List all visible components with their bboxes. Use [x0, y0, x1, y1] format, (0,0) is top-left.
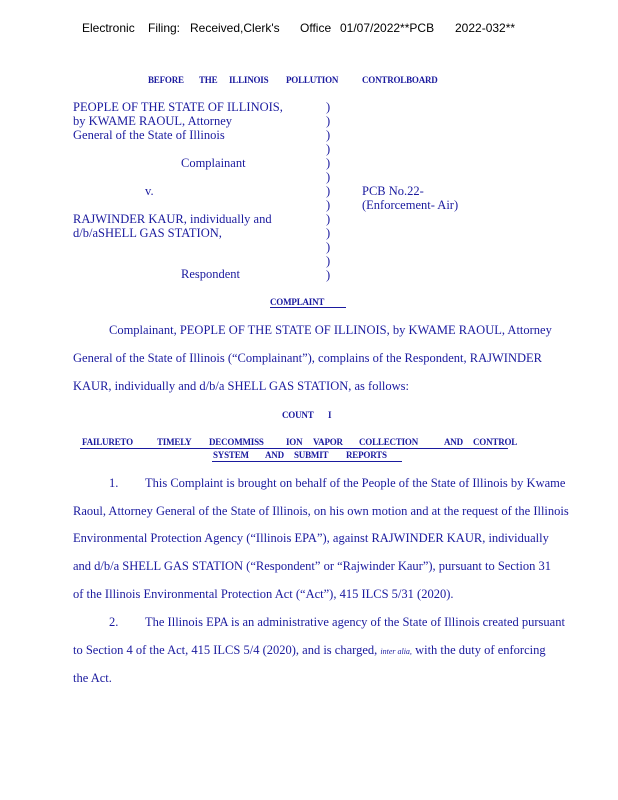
- count-title-word: TIMELY: [157, 437, 192, 447]
- caption-paren: ): [326, 198, 331, 212]
- caption-paren: ): [326, 240, 331, 254]
- caption-paren: ): [326, 226, 331, 240]
- count-title-underline: [80, 448, 508, 449]
- case-type: (Enforcement- Air): [362, 198, 459, 212]
- stamp-word: Filing:: [148, 21, 181, 35]
- count-title-word: REPORTS: [346, 450, 387, 460]
- complaint-title: COMPLAINT: [270, 297, 346, 308]
- stamp-word: Office: [300, 21, 332, 35]
- caption-paren: ): [326, 128, 331, 142]
- count-title-word: VAPOR: [313, 437, 343, 447]
- board-heading-word: THE: [199, 75, 218, 85]
- count-title-word: ION: [286, 437, 303, 447]
- paragraph-number: 2.: [109, 615, 119, 629]
- versus-label: v.: [145, 184, 154, 198]
- paragraph-line: Environmental Protection Agency (“Illinois EPA”), against RAJWINDER KAUR, individually: [73, 531, 549, 545]
- plaintiff-line: by KWAME RAOUL, Attorney: [73, 114, 233, 128]
- caption-paren: ): [326, 184, 331, 198]
- caption-paren: ): [326, 114, 331, 128]
- caption-paren: ): [326, 156, 331, 170]
- count-title-word: AND: [265, 450, 284, 460]
- paragraph-text: with the duty of enforcing: [415, 643, 546, 657]
- count-title-word: COLLECTION: [359, 437, 419, 447]
- paragraph-text: to Section 4 of the Act, 415 ILCS 5/4 (2020), and is charged,: [73, 643, 378, 657]
- respondent-label: Respondent: [181, 267, 241, 281]
- paragraph-line: and d/b/a SHELL GAS STATION (“Respondent” or “Rajwinder Kaur”), pursuant to Section 31: [73, 559, 551, 573]
- count-heading: I: [328, 410, 332, 420]
- paragraph-line: This Complaint is brought on behalf of the People of the State of Illinois by Kwame: [145, 476, 566, 490]
- respondent-line: d/b/aSHELL GAS STATION,: [73, 226, 222, 240]
- count-title-word: CONTROL: [473, 437, 518, 447]
- intro-line: General of the State of Illinois (“Complainant”), complains of the Respondent, RAJWINDER: [73, 351, 542, 365]
- latin-phrase: inter alia,: [380, 647, 412, 656]
- case-number: PCB No.22-: [362, 184, 424, 198]
- count-title-word: DECOMMISS: [209, 437, 264, 447]
- caption-paren: ): [326, 170, 331, 184]
- intro-line: Complainant, PEOPLE OF THE STATE OF ILLINOIS, by KWAME RAOUL, Attorney: [109, 323, 552, 337]
- complainant-label: Complainant: [181, 156, 246, 170]
- respondent-line: RAJWINDER KAUR, individually and: [73, 212, 272, 226]
- caption-paren: ): [326, 212, 331, 226]
- board-heading-word: POLLUTION: [286, 75, 339, 85]
- board-heading-word: ILLINOIS: [229, 75, 269, 85]
- count-heading: COUNT: [282, 410, 314, 420]
- count-title-word: FAILURETO: [82, 437, 133, 447]
- stamp-word: 01/07/2022**PCB: [340, 21, 435, 35]
- paragraph-line: of the Illinois Environmental Protection Act (“Act”), 415 ILCS 5/31 (2020).: [73, 587, 454, 601]
- count-title-underline: [212, 461, 402, 462]
- stamp-word: Electronic: [82, 21, 135, 35]
- caption-paren: ): [326, 100, 331, 114]
- paragraph-line: [73, 643, 546, 658]
- plaintiff-line: General of the State of Illinois: [73, 128, 225, 142]
- count-title-word: AND: [444, 437, 463, 447]
- count-title-word: SUBMIT: [294, 450, 329, 460]
- caption-paren: ): [326, 268, 331, 282]
- paragraph-number: 1.: [109, 476, 119, 490]
- stamp-word: 2022-032**: [455, 21, 516, 35]
- count-title-word: SYSTEM: [213, 450, 249, 460]
- paragraph-line: The Illinois EPA is an administrative agency of the State of Illinois created pursuant: [145, 615, 565, 629]
- paragraph-line: Raoul, Attorney General of the State of Illinois, on his own motion and at the request of the Illinois: [73, 504, 569, 518]
- stamp-word: Received,Clerk's: [190, 21, 280, 35]
- intro-line: KAUR, individually and d/b/a SHELL GAS STATION, as follows:: [73, 379, 410, 393]
- board-heading-word: BEFORE: [148, 75, 184, 85]
- caption-paren: ): [326, 254, 331, 268]
- plaintiff-line: PEOPLE OF THE STATE OF ILLINOIS,: [73, 100, 283, 114]
- board-heading-word: CONTROLBOARD: [362, 75, 438, 85]
- caption-paren: ): [326, 142, 331, 156]
- paragraph-line: the Act.: [73, 671, 112, 685]
